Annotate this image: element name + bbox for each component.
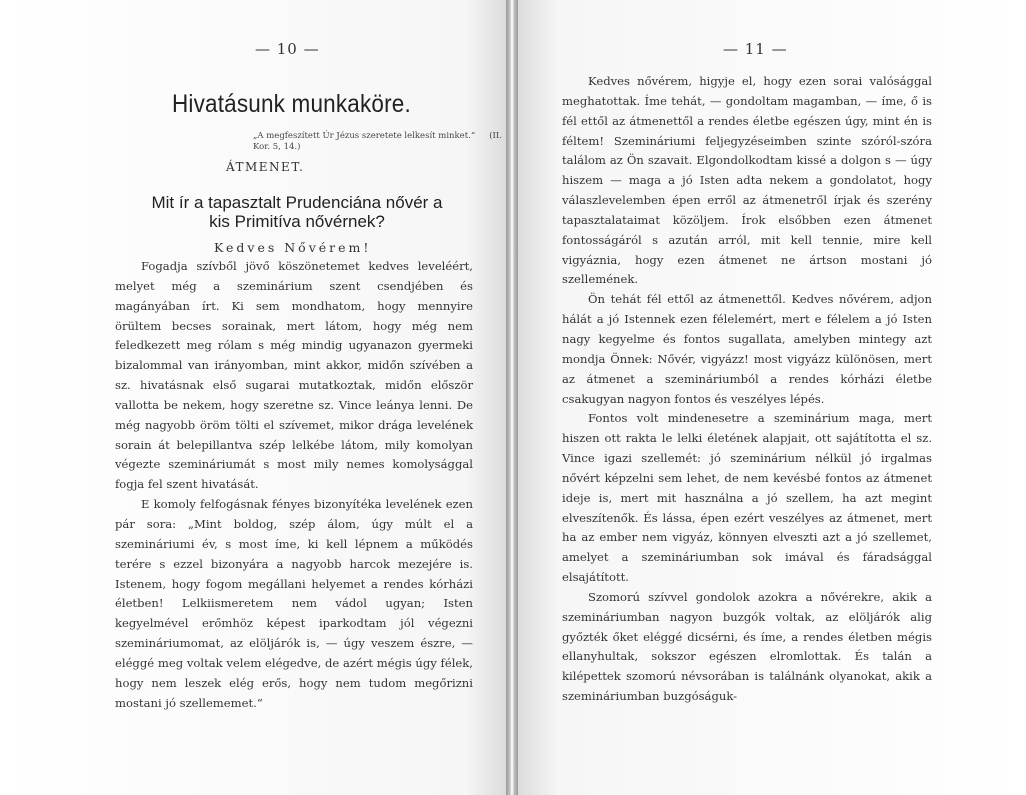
epigraph-quote: „A megfeszített Úr Jézus szeretete lelkesít minket.“ [253, 131, 476, 141]
paragraph: Kedves nővérem, higyje el, hogy ezen sorai valósággal meghatottak. Íme tehát, — gondoltam magamban, — íme, ő is fél ettől az átmenettől a rendes életbe egészen úgy, mint én is féltem! Szemináriumi feljegyzéseimben szinte szóról-szóra találom az Ön szavait. Elgondolkodtam kissé a dolgon s — úgy hiszem — maga a jó Isten adta nekem a gondolatot, hogy válaszlevelemben épen erről az átmenetről írjak és szerény tapasztalataimat közöljem. Írok elsőbben ezen átmenet fontosságáról s azután arról, mit kell tennie, mire kell vigyáznia, hogy ezen átmenet ne ártson mostani jó szellemének. [562, 74, 932, 287]
left-page [0, 0, 506, 795]
right-page [518, 0, 1026, 795]
epigraph [253, 131, 506, 153]
paragraph: Szomorú szívvel gondolok azokra a nővérekre, akik a szemináriumban nagyon buzgók voltak, az elöljárók alig győzték őket eléggé dicsérni, és íme, a rendes életben mégis ellanyhultak, sokszor egészen elromlottak. És talán a kilépettek szomorú névsorában is találnánk olyanokat, akik a szemináriumban buzgóságuk- [562, 589, 932, 704]
section-heading: ÁTMENET. [226, 160, 305, 174]
left-body-text [115, 257, 473, 713]
epigraph-reference: (II. Kor. 5, 14.) [253, 131, 502, 152]
paragraph: E komoly felfogásnak fényes bizonyítéka levelének ezen pár sora: „Mint boldog, szép álom, úgy múlt el a szemináriumi év, s most íme, ki kell lépnem a működés terére s ezzel bizonyára a nagyobb harcok mezejére is. Istenem, hogy fogom megállani helyemet a rendes kórházi életben! Lelkiismeretem nem vádol ugyan; Isten kegyelmével erőmhöz képest iparkodtam jól végezni szemináriumomat, az elöljárók is, — úgy veszem észre, — eléggé meg voltak velem elégedve, de azért mégis úgy félek, hogy nem leszek elég erős, hogy nem tudom megőrizni mostani jó szellememet.“ [115, 497, 473, 710]
left-page-number: — 10 — [255, 40, 320, 58]
salutation: Kedves Nővérem! [214, 240, 372, 255]
paragraph: Fogadja szívből jövő köszönetemet kedves leveléért, melyet még a szeminárium szent csendjében és magányában írt. Ki sem mondhatom, hogy mennyire örültem becses sorainak, mert látom, hogy még nem feledkezett meg rólam s még mindig ugyanazon gyermeki bizalommal van irányomban, mint akkor, midőn szívében a sz. hivatásnak első sugarai mutatkoztak, midőn először vallotta be nekem, hogy szeretne sz. Vince leánya lenni. De még nagyobb öröm tölti el szívemet, mikor drága levelének sorain át belepillantva szép lelkébe látom, mily komolyan végezte szemináriumát s most mily nemes komolysággal fogja fel szent hivatását. [115, 259, 473, 492]
paragraph: Ön tehát fél ettől az átmenettől. Kedves nővérem, adjon hálát a jó Istennek ezen félelemért, mert e félelem a jó Isten nagy kegyelme és fontos sugallata, amelyben mintegy azt mondja Önnek: Nővér, vigyázz! most vigyázz különösen, mert az átmenet a szemináriumból a rendes kórházi életbe csakugyan nagyon fontos és veszélyes lépés. [562, 292, 932, 406]
chapter-title: Hivatásunk munkaköre. [172, 90, 411, 118]
right-body-text [562, 72, 932, 707]
right-page-number: — 11 — [723, 40, 788, 58]
letter-subtitle: Mit ír a tapasztalt Prudenciána nővér a kis Primitíva nővérnek? [151, 193, 443, 231]
book-spine [506, 0, 518, 795]
paragraph: Fontos volt mindenesetre a szeminárium maga, mert hiszen ott rakta le lelki életének alapjait, ott sajátította el sz. Vince igazi szellemét: jó szeminárium nélkül jó irgalmas nővért képzelni sem lehet, de nem kevésbé fontos az átmenet ideje is, mert mit használna a jó szellem, ha azt megint elveszítenők. És lássa, épen ezért veszélyes az átmenet, mert ha az ember nem vigyáz, könnyen elveszti azt a jó szellemet, amelyet a szemináriumban sok imával és fáradsággal elsajátított. [562, 411, 932, 585]
